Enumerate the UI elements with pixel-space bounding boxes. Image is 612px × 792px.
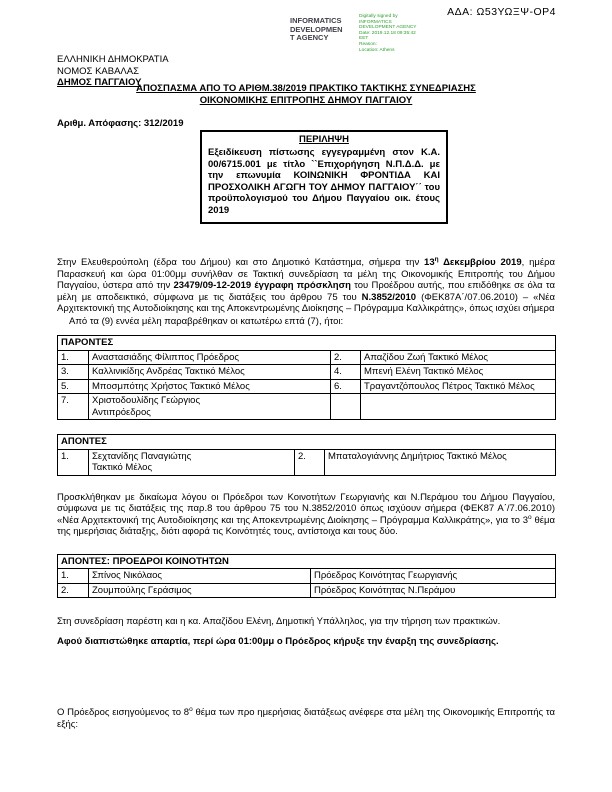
authority-republic: ΕΛΛΗΝΙΚΗ ΔΗΜΟΚΡΑΤΙΑ xyxy=(57,54,169,65)
member-role: Τακτικό Μέλος xyxy=(446,450,507,462)
president-number: 1. xyxy=(58,569,89,584)
text-segment: θέμα των προ ημερήσιας διατάξεως ανέφερε στα μέλη της Οικονομικής Επιτροπής τα εξής: xyxy=(57,707,555,730)
text-segment: του Προέδρου αυτής, που επιδόθηκε σε όλα τα μέλη με αποδεικτικό, σύμφωνα με τις διατάξεις του άρθρου 75 του xyxy=(57,280,555,303)
member-role: Τακτικό Μέλος xyxy=(92,462,153,473)
text-segment: Ο Πρόεδρος εισηγούμενος το xyxy=(57,707,184,718)
member-number: 2. xyxy=(295,449,325,475)
document-title xyxy=(57,83,555,107)
table-row xyxy=(58,449,556,475)
text-segment: 13 xyxy=(424,257,435,268)
stamp-line: Location: Athens xyxy=(359,47,395,53)
member-number: 7. xyxy=(58,394,89,420)
member-name: Αναστασιάδης Φίλιππος xyxy=(92,351,195,363)
table-row xyxy=(58,394,556,420)
agenda-intro-paragraph xyxy=(57,707,555,730)
member-role: Τακτικό Μέλος xyxy=(423,366,484,377)
title-line-1: ΑΠΟΣΠΑΣΜΑ ΑΠΟ ΤΟ ΑΡΙΘΜ.38/2019 ΠΡΑΚΤΙΚΟ ΤΑΚΤΙΚΗΣ ΣΥΝΕΔΡΙΑΣΗΣ xyxy=(136,83,476,94)
superscript: η xyxy=(434,255,439,263)
text-segment: (ΦΕΚ87Α΄/07.06.2010) – «Νέα Αρχιτεκτονική της Αυτοδιοίκησης και της Αποκεντρωμένης Διοίκησης – Πρόγραμμα Καλλικράτης», όπως ισχύει σήμερα xyxy=(57,291,556,314)
stamp-line: Date: 2019.12.18 09:35:42 xyxy=(359,30,416,36)
present-members-table xyxy=(57,335,556,420)
member-cell xyxy=(361,394,556,420)
member-name: Μπενή Ελένη xyxy=(364,366,421,377)
absent-table-title: ΑΠΟΝΤΕΣ xyxy=(58,435,556,450)
president-role: Πρόεδρος Κοινότητας Γεωργιανής xyxy=(311,569,556,584)
session-intro-paragraph xyxy=(57,257,555,315)
authority-prefecture: ΝΟΜΟΣ ΚΑΒΑΛΑΣ xyxy=(57,65,139,77)
text-segment: Ν.3852/2010 xyxy=(361,291,417,303)
member-cell xyxy=(361,350,556,365)
member-cell xyxy=(89,365,331,380)
digital-signature-stamp xyxy=(359,14,417,53)
absent-members-table xyxy=(57,434,556,476)
stamp-line: EET xyxy=(359,36,369,42)
table-header-row xyxy=(58,554,556,569)
member-cell xyxy=(89,449,295,475)
stamp-line: INFORMATICS xyxy=(359,19,392,25)
member-name: Μποσμπότης Χρήστος xyxy=(92,380,188,392)
member-cell xyxy=(361,365,556,380)
text-segment: 8 xyxy=(183,707,190,718)
superscript: ο xyxy=(189,705,193,713)
member-cell xyxy=(89,394,331,420)
title-line-2: ΟΙΚΟΝΟΜΙΚΗΣ ΕΠΙΤΡΟΠΗΣ ΔΗΜΟΥ ΠΑΓΓΑΙΟΥ xyxy=(199,95,413,106)
text-segment: 3 xyxy=(522,514,529,526)
president-name: Σπίνος Νικόλαος xyxy=(89,569,311,584)
member-role: Τακτικό Μέλος xyxy=(427,351,488,363)
member-role: Τακτικό Μέλος xyxy=(189,380,250,392)
member-cell xyxy=(361,379,556,394)
superscript: ο xyxy=(528,513,532,521)
member-role: Τακτικό Μέλος xyxy=(474,380,535,392)
signature-agency-line: DEVELOPMEN xyxy=(290,24,343,34)
attendance-count-paragraph: Από τα (9) εννέα μέλη παραβρέθηκαν οι κατωτέρω επτά (7), ήτοι: xyxy=(69,315,344,327)
member-name: Καλλινικίδης Ανδρέας xyxy=(92,366,183,377)
member-number: 2. xyxy=(331,350,361,365)
text-segment: , ημέρα Παρασκευή και ώρα 01:00μμ συνήλθαν σε Τακτική συνεδρίαση τα μέλη της Οικονομικής Επιτροπής του Δήμου Παγγαίου, ύστερα από την xyxy=(57,257,555,291)
text-segment: Δεκεμβρίου 2019 xyxy=(438,257,522,268)
table-row xyxy=(58,569,556,584)
member-cell xyxy=(325,449,556,475)
table-row xyxy=(58,350,556,365)
signature-agency-block xyxy=(290,17,343,43)
member-number: 1. xyxy=(58,350,89,365)
member-number: 1. xyxy=(58,449,89,475)
text-segment: θέμα της ημερήσιας διάταξης, διότι αφορά τις Κοινότητές τους, αντίστοιχα και τους δύο. xyxy=(57,514,555,537)
member-name: Μπαταλογιάννης Δημήτριος xyxy=(328,450,445,462)
quorum-paragraph: Αφού διαπιστώθηκε απαρτία, περί ώρα 01:00μμ ο Πρόεδρος κήρυξε την έναρξη της συνεδρίασης. xyxy=(57,635,499,647)
president-role: Πρόεδρος Κοινότητας Ν.Περάμου xyxy=(311,583,556,598)
member-cell xyxy=(89,379,331,394)
member-role: Τακτικό Μέλος xyxy=(184,366,245,377)
absent-presidents-table xyxy=(57,554,556,599)
member-name: Χριστοδουλίδης Γεώργιος xyxy=(92,395,201,406)
member-role: Αντιπρόεδρος xyxy=(92,406,151,418)
summary-title: ΠΕΡΙΛΗΨΗ xyxy=(299,133,349,145)
stamp-line: DEVELOPMENT AGENCY xyxy=(359,25,417,31)
member-number: 5. xyxy=(58,379,89,394)
stamp-line: Digitally signed by xyxy=(359,14,398,19)
table-row xyxy=(58,379,556,394)
signature-agency-line: T AGENCY xyxy=(290,33,329,42)
decision-number: Αριθμ. Απόφασης: 312/2019 xyxy=(57,118,184,129)
table-header-row xyxy=(58,336,556,351)
document-body xyxy=(57,80,555,730)
member-name: Σεχτανίδης Παναγιώτης xyxy=(92,450,192,462)
stamp-line: Reason: xyxy=(359,41,377,47)
authority-municipality: ΔΗΜΟΣ ΠΑΓΓΑΙΟΥ xyxy=(57,77,142,88)
president-number: 2. xyxy=(58,583,89,598)
signature-agency-line: INFORMATICS xyxy=(290,16,342,25)
text-segment: Στην Ελευθερούπολη (έδρα του Δήμου) και στο Δημοτικό Κατάστημα, σήμερα την xyxy=(57,257,425,268)
member-number: 4. xyxy=(331,365,361,380)
table-row xyxy=(58,583,556,598)
member-number: 6. xyxy=(331,379,361,394)
present-table-title: ΠΑΡΟΝΤΕΣ xyxy=(58,336,556,351)
president-name: Ζουμπούλης Γεράσιμος xyxy=(89,583,311,598)
text-segment: 23479/09-12-2019 έγγραφη πρόσκληση xyxy=(173,280,351,291)
invited-presidents-paragraph xyxy=(57,492,555,538)
table-header-row xyxy=(58,435,556,450)
summary-body: Εξειδίκευση πίστωσης εγγεγραμμένη στον Κ.Α. 00/6715.001 με τίτλο ``Επιχορήγηση Ν.Π.Δ.Δ. με την επωνυμία ΚΟΙΝΩΝΙΚΗ ΦΡΟΝΤΙΔΑ ΚΑΙ ΠΡΟΣΧΟΛΙΚΗ ΑΓΩΓΗ ΤΟΥ ΔΗΜΟΥ ΠΑΓΓΑΙΟΥ΄΄ του προϋπολογισμού του Δήμου Παγγαίου οικ. έτους 2019 xyxy=(208,147,440,216)
secretary-paragraph: Στη συνεδρίαση παρέστη και η κα. Απαζίδου Ελένη, Δημοτική Υπάλληλος, για την τήρηση των πρακτικών. xyxy=(57,616,501,627)
table-row xyxy=(58,365,556,380)
member-number xyxy=(331,394,361,420)
summary-box xyxy=(200,130,448,225)
text-segment: Προσκλήθηκαν με δικαίωμα λόγου οι Πρόεδροι των Κοινοτήτων Γεωργιανής και Ν.Περάμου του Δήμου Παγγαίου, σύμφωνα με τις διατάξεις της παρ.8 του άρθρου 75 του Ν.3852/2010 όπως ισχύουν σήμερα (ΦΕΚ87 Α΄/7.06.2010) «Νέα Αρχιτεκτονική της Αυτοδιοίκησης και της Αποκεντρωμένης Διοίκησης – Πρόγραμμα Καλλικράτης», για το xyxy=(57,491,555,526)
ada-number: ΑΔΑ: Ω53ΥΩΞΨ-ΟΡ4 xyxy=(447,6,556,18)
member-number: 3. xyxy=(58,365,89,380)
member-name: Απαζίδου Ζωή xyxy=(364,351,426,363)
member-role: Πρόεδρος xyxy=(196,351,240,363)
member-name: Τραγαντζόπουλος Πέτρος xyxy=(364,380,473,392)
member-cell xyxy=(89,350,331,365)
presidents-table-title: ΑΠΟΝΤΕΣ: ΠΡΟΕΔΡΟΙ ΚΟΙΝΟΤΗΤΩΝ xyxy=(58,554,556,569)
